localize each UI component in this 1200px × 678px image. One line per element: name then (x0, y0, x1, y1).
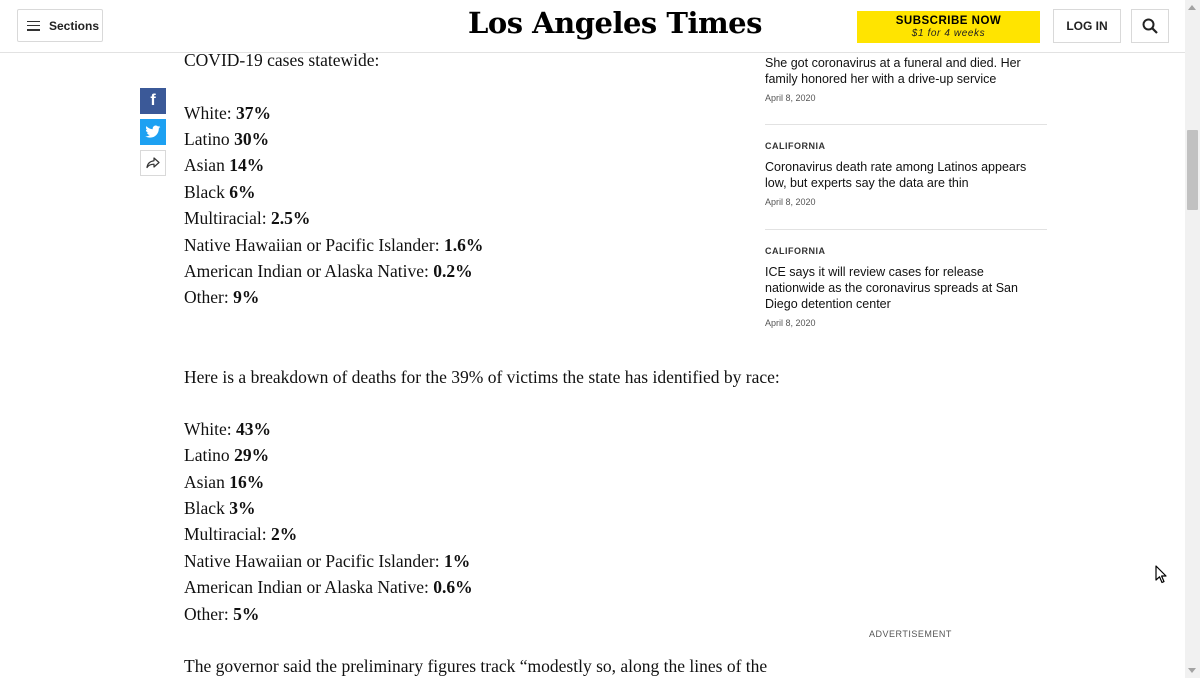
facebook-icon: f (150, 92, 156, 109)
page-scrollbar[interactable] (1185, 0, 1200, 678)
deaths-item: Multiracial: 2% (184, 524, 298, 544)
sidebar-story[interactable] (765, 246, 1047, 328)
sidebar-story-date: April 8, 2020 (765, 93, 816, 103)
advertisement-label: ADVERTISEMENT (869, 629, 952, 639)
subscribe-offer: $1 for 4 weeks (911, 28, 986, 39)
sidebar-story-date: April 8, 2020 (765, 197, 816, 207)
scrollbar-thumb[interactable] (1187, 130, 1198, 210)
scroll-up-arrow-icon[interactable] (1188, 5, 1196, 10)
search-button[interactable] (1131, 9, 1169, 43)
deaths-item: White: 43% (184, 419, 271, 439)
scroll-down-arrow-icon[interactable] (1188, 668, 1196, 673)
hamburger-icon (27, 21, 40, 31)
cases-item: Other: 9% (184, 287, 260, 307)
cases-item: Native Hawaiian or Pacific Islander: 1.6% (184, 235, 484, 255)
deaths-item: Other: 5% (184, 604, 260, 624)
subscribe-button[interactable] (857, 11, 1040, 43)
cases-item: American Indian or Alaska Native: 0.2% (184, 261, 473, 281)
site-header (0, 0, 1185, 53)
closing-paragraph: The governor said the preliminary figures track “modestly so, along the lines of the (184, 656, 768, 676)
more-share-button[interactable] (140, 150, 166, 176)
deaths-intro: Here is a breakdown of deaths for the 39% of victims the state has identified by race: (184, 367, 780, 387)
deaths-item: American Indian or Alaska Native: 0.6% (184, 577, 473, 597)
sidebar-story-date: April 8, 2020 (765, 318, 816, 328)
search-icon (1142, 18, 1158, 34)
sidebar-story-title[interactable]: She got coronavirus at a funeral and died. Her family honored her with a drive-up service (765, 56, 1021, 86)
cases-item: Multiracial: 2.5% (184, 208, 311, 228)
sections-button[interactable] (17, 9, 103, 42)
sidebar-story[interactable] (765, 55, 1047, 103)
mouse-cursor-icon (1155, 565, 1169, 585)
twitter-icon (145, 125, 161, 139)
divider (765, 124, 1047, 125)
divider (765, 229, 1047, 230)
sidebar-story[interactable] (765, 141, 1047, 207)
cases-item: Asian 14% (184, 155, 265, 175)
deaths-item: Black 3% (184, 498, 256, 518)
deaths-item: Asian 16% (184, 472, 265, 492)
sections-label: Sections (49, 18, 100, 33)
deaths-item: Latino 29% (184, 445, 270, 465)
facebook-share-button[interactable] (140, 88, 166, 114)
cases-item: Black 6% (184, 182, 256, 202)
sidebar-story-title[interactable]: ICE says it will review cases for release nationwide as the coronavirus spreads at San Diego detention center (765, 265, 1018, 311)
site-logo[interactable]: Los Angeles Times (468, 6, 762, 40)
sidebar-story-category[interactable]: CALIFORNIA (765, 141, 826, 151)
sidebar-story-title[interactable]: Coronavirus death rate among Latinos appears low, but experts say the data are thin (765, 160, 1027, 190)
share-arrow-icon (146, 157, 160, 169)
login-button[interactable]: LOG IN (1053, 9, 1121, 43)
deaths-item: Native Hawaiian or Pacific Islander: 1% (184, 551, 471, 571)
twitter-share-button[interactable] (140, 119, 166, 145)
sidebar-story-category[interactable]: CALIFORNIA (765, 246, 826, 256)
cases-item: White: 37% (184, 103, 271, 123)
subscribe-label: SUBSCRIBE NOW (895, 15, 1002, 27)
cases-intro: COVID-19 cases statewide: (184, 50, 380, 70)
cases-item: Latino 30% (184, 129, 270, 149)
